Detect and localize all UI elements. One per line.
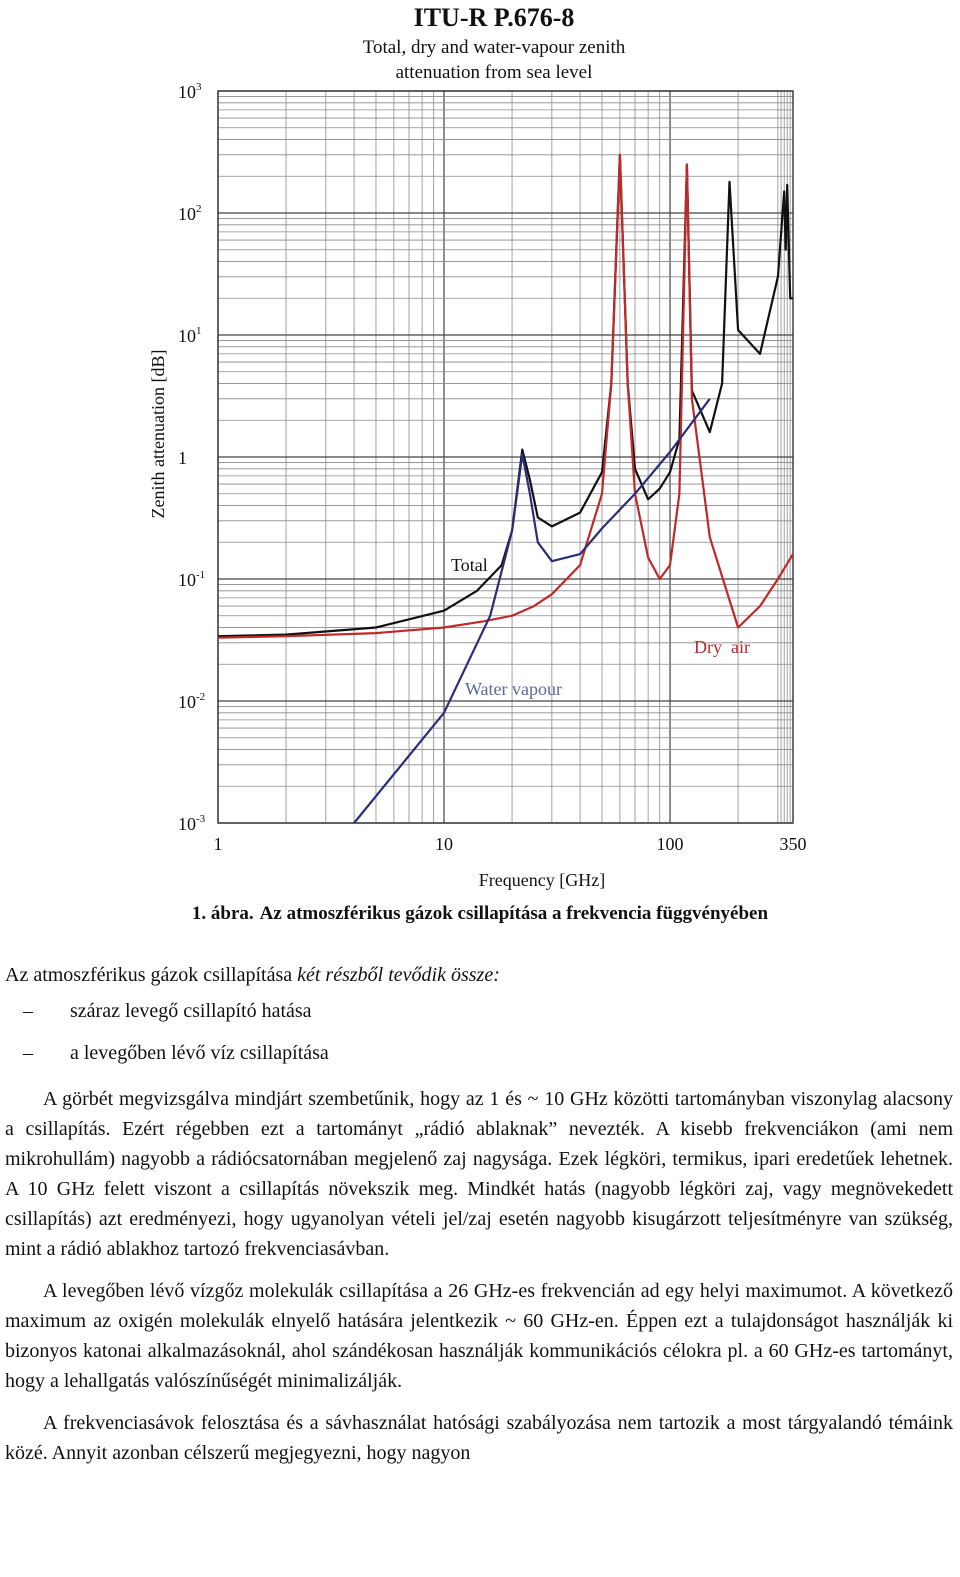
paragraph-frequency-bands: A frekvenciasávok felosztása és a sávhasználat hatósági szabályozása nem tartozik a most tárgyalandó témáink közé. Annyit azonban célszerű megjegyezni, hogy nagyon [5, 1412, 953, 1464]
list-item-text: száraz levegő csillapító hatása [70, 1000, 312, 1022]
annotation-total: Total [451, 555, 488, 575]
y-tick-label: $10^{-1}$ [178, 569, 206, 590]
chart-subtitle-line1: Total, dry and water-vapour zenith [362, 37, 626, 58]
list-item [5, 990, 953, 1032]
body-text [5, 960, 953, 1480]
intro-plain: Az atmoszférikus gázok csillapítása [5, 964, 298, 986]
x-tick-label: 100 [656, 834, 684, 854]
y-tick-label: $10^2$ [178, 203, 202, 224]
x-tick-label: 10 [435, 834, 454, 854]
series-line-total [218, 155, 793, 636]
y-tick-label: $10^1$ [178, 325, 202, 346]
intro-sentence [5, 960, 953, 990]
figure-caption-text: Az atmoszférikus gázok csillapítása a frekvencia függvényében [259, 903, 769, 924]
y-axis-label: Zenith attenuation [dB] [148, 349, 168, 519]
dash-bullet: – [23, 1042, 33, 1064]
x-tick-label: 350 [779, 834, 807, 854]
y-tick-label: 1 [178, 448, 187, 468]
x-tick-label: 1 [213, 834, 223, 854]
list-item [5, 1032, 953, 1074]
intro-italic: két részből tevődik össze: [297, 964, 500, 986]
y-tick-label: $10^{-3}$ [178, 813, 206, 834]
y-tick-label: $10^{-2}$ [178, 691, 206, 712]
paragraph-radio-window: A görbét megvizsgálva mindjárt szembetűnik, hogy az 1 és ~ 10 GHz közötti tartományban viszonylag alacsony a csillapítás. Ezért régebben ezt a tartományt „rádió ablaknak” nevezték. A kisebb frekvenciákon (ami nem mikrohullám) nagyobb a rádiócsatornában megjelenő zaj nagysága. Ezek légköri, termikus, ipari eredetűek lehetnek. A 10 GHz felett viszont a csillapítás növekszik meg. Mindkét hatás (nagyobb légköri zaj, vagy megnövekedett csillapítás) azt eredményezi, hogy ugyanolyan vételi jel/zaj esetén nagyobb kisugárzott teljesítményre van szükség, mint a rádió ablakhoz tartozó frekvenciasávban. [5, 1088, 953, 1260]
figure-caption [0, 903, 960, 925]
y-tick-label: $10^3$ [178, 81, 202, 102]
annotation-dry-air: Dry air [694, 637, 750, 657]
dash-list [5, 990, 953, 1074]
chart-title: ITU-R P.676-8 [413, 3, 575, 32]
list-item-text: a levegőben lévő víz csillapítása [70, 1042, 329, 1064]
paragraph-water-oxygen: A levegőben lévő vízgőz molekulák csillapítása a 26 GHz-es frekvencián ad egy helyi maximumot. A következő maximum az oxigén molekulák elnyelő hatására jelentkezik ~ 60 GHz-en. Éppen ezt a tulajdonságot használják ki bizonyos katonai alkalmazásoknál, ahol szándékosan használják kommunikációs célokra pl. a 60 GHz-es tartományt, hogy a lehallgatás valószínűségét minimalizálják. [5, 1280, 953, 1392]
x-axis-label: Frequency [GHz] [478, 870, 606, 890]
grid [218, 91, 793, 823]
series-line-dry-air [218, 155, 793, 638]
dash-bullet: – [23, 1000, 33, 1022]
annotation-water-vapour: Water vapour [465, 679, 563, 699]
figure-caption-number: 1. ábra. [191, 903, 254, 924]
chart-subtitle-line2: attenuation from sea level [395, 62, 593, 83]
series-group [218, 155, 793, 823]
